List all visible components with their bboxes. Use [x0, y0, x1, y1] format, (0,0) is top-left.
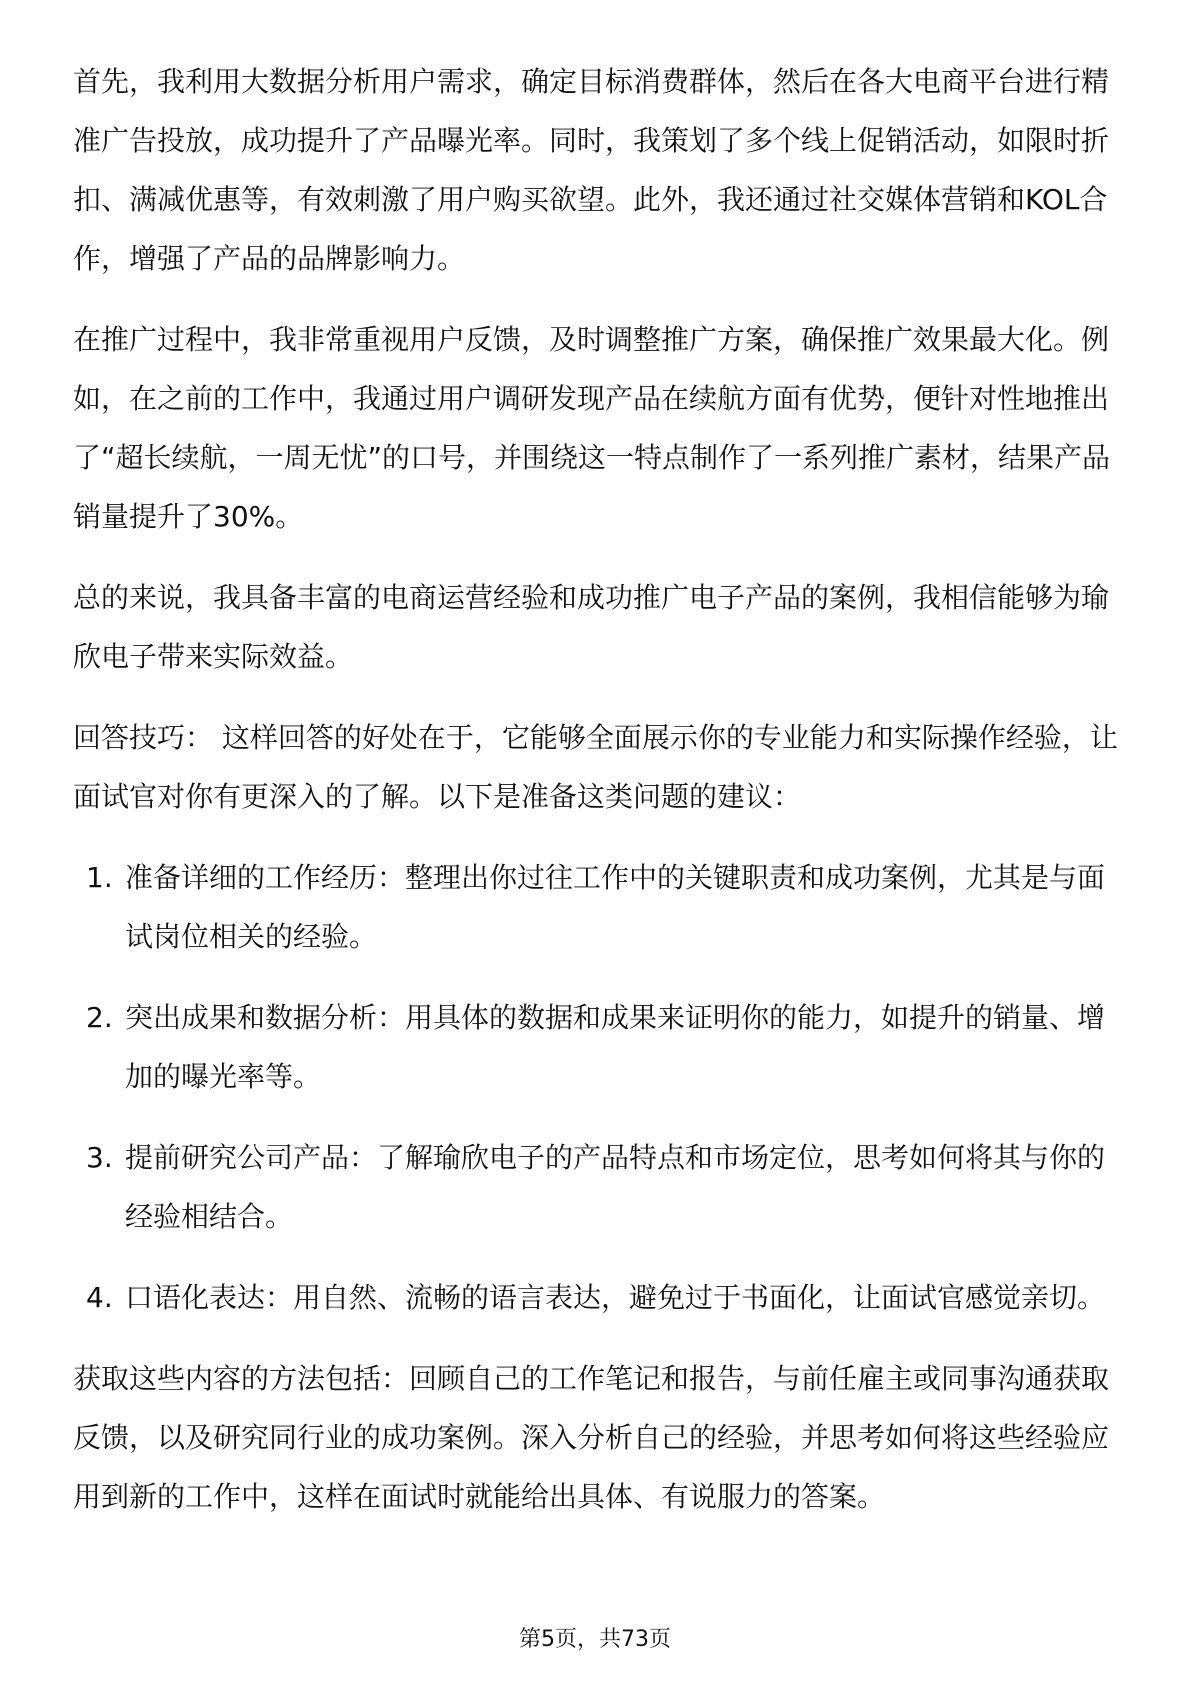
paragraph-strategy: 首先，我利用大数据分析用户需求，确定目标消费群体，然后在各大电商平台进行精准广告投放，成功提升了产品曝光率。同时，我策划了多个线上促销活动，如限时折扣、满减优惠等，有效刺激了用户购买欲望。此外，我还通过社交媒体营销和KOL合作，增强了产品的品牌影响力。 [73, 65, 1110, 275]
paragraph-closing: 获取这些内容的方法包括：回顾自己的工作笔记和报告，与前任雇主或同事沟通获取反馈，以及研究同行业的成功案例。深入分析自己的经验，并思考如何将这些经验应用到新的工作中，这样在面试时就能给出具体、有说服力的答案。 [73, 1362, 1110, 1513]
document-body [73, 52, 1123, 1548]
list-item [73, 1268, 1123, 1327]
list-text: 突出成果和数据分析：用具体的数据和成果来证明你的能力，如提升的销量、增加的曝光率等。 [125, 1001, 1106, 1093]
paragraph-feedback: 在推广过程中，我非常重视用户反馈，及时调整推广方案，确保推广效果最大化。例如，在之前的工作中，我通过用户调研发现产品在续航方面有优势，便针对性地推出了“超长续航，一周无忧”的口号，并围绕这一特点制作了一系列推广素材，结果产品销量提升了30%。 [73, 323, 1111, 533]
list-number: 3. [86, 1141, 113, 1174]
tips-list [73, 848, 1123, 1327]
list-number: 2. [86, 1001, 113, 1034]
list-text: 提前研究公司产品：了解瑜欣电子的产品特点和市场定位，思考如何将其与你的经验相结合。 [125, 1141, 1106, 1233]
list-number: 1. [86, 861, 113, 894]
list-item [73, 988, 1123, 1106]
paragraph-tips: 回答技巧： 这样回答的好处在于，它能够全面展示你的专业能力和实际操作经验，让面试官对你有更深入的了解。以下是准备这类问题的建议： [73, 721, 1118, 813]
list-text: 口语化表达：用自然、流畅的语言表达，避免过于书面化，让面试官感觉亲切。 [125, 1281, 1106, 1314]
page-number: 第5页，共73页 [519, 1627, 671, 1652]
list-text: 准备详细的工作经历：整理出你过往工作中的关键职责和成功案例，尤其是与面试岗位相关的经验。 [125, 861, 1106, 953]
paragraph-summary: 总的来说，我具备丰富的电商运营经验和成功推广电子产品的案例，我相信能够为瑜欣电子带来实际效益。 [73, 581, 1110, 673]
list-item [73, 848, 1123, 966]
list-number: 4. [86, 1281, 113, 1314]
list-item [73, 1128, 1123, 1246]
